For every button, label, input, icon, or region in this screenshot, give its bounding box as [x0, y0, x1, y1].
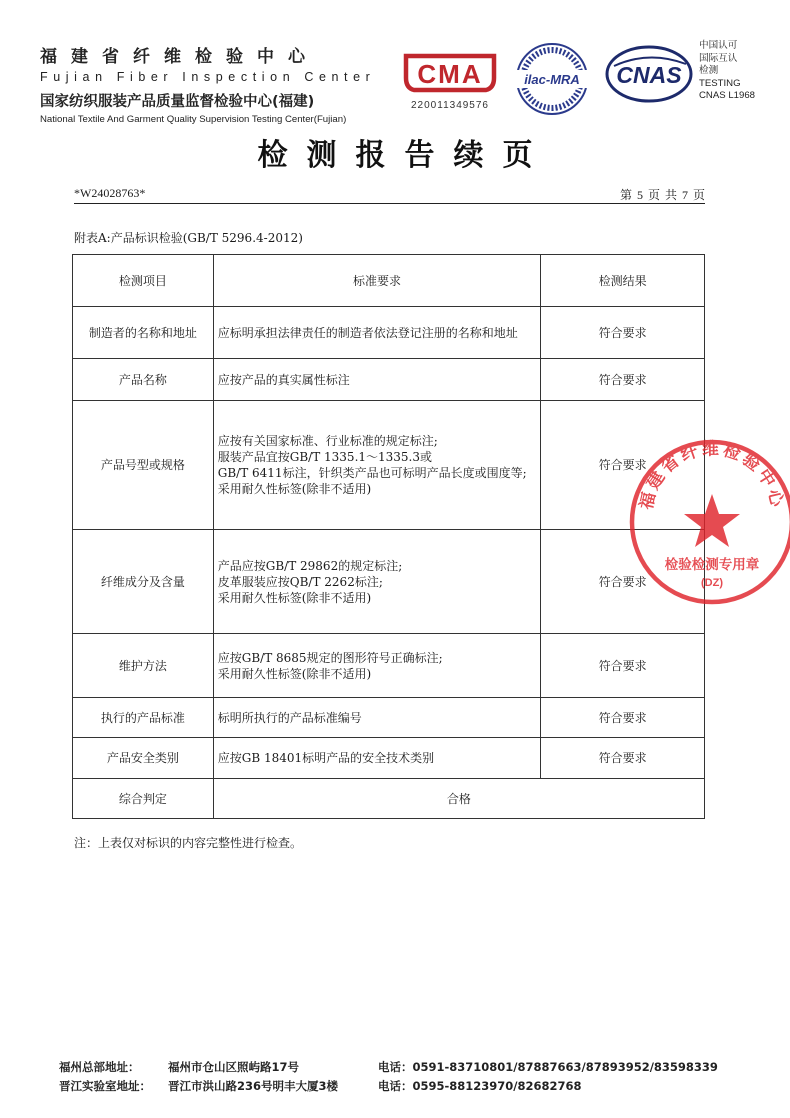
table-note: 注：上表仅对标识的内容完整性进行检查。: [74, 836, 303, 850]
cell-result: 符合要求: [541, 401, 705, 530]
requirement-line: 采用耐久性标签(除非不适用): [217, 590, 372, 605]
cnas-accreditation-text: [699, 40, 755, 103]
cell-requirement: [213, 634, 540, 698]
header-organization: [40, 42, 390, 125]
cnas-line: 国际互认: [699, 52, 738, 64]
cell-result: 符合要求: [541, 359, 705, 401]
table-row: [73, 359, 705, 401]
cell-item: 执行的产品标准: [73, 698, 214, 738]
inspection-table: [72, 254, 705, 819]
cell-result: 符合要求: [541, 530, 705, 634]
cnas-line: TESTING: [699, 77, 741, 89]
requirement-line: 采用耐久性标签(除非不适用): [217, 666, 372, 681]
page-number: 第 5 页 共 7 页: [619, 188, 705, 202]
center-name-en: National Textile And Garment Quality Supervision Testing Center(Fujian): [40, 114, 347, 125]
seal-top-text: 福建省纤维检验中心: [636, 439, 788, 512]
ilac-mra-logo: [512, 40, 592, 118]
report-number: *W24028763*: [74, 186, 146, 200]
svg-text:CNAS: CNAS: [616, 62, 682, 88]
svg-text:CMA: CMA: [417, 59, 483, 89]
footer-address-label: 晋江实验室地址：: [59, 1079, 151, 1093]
cell-item: 纤维成分及含量: [73, 530, 214, 634]
seal-bottom-text: 检验检测专用章: [664, 557, 760, 573]
table-row: [73, 698, 705, 738]
footer-phone: 电话：0595-88123970/82682768: [378, 1079, 582, 1093]
footer-row: [59, 1077, 739, 1096]
verdict-label: 综合判定: [73, 779, 214, 819]
cell-result: 符合要求: [541, 738, 705, 779]
table-row: [73, 634, 705, 698]
cma-code: 220011349576: [411, 100, 489, 111]
cell-item: 制造者的名称和地址: [73, 307, 214, 359]
center-name-cn: 国家纺织服装产品质量监督检验中心(福建): [40, 94, 315, 110]
cnas-line: 检测: [699, 65, 719, 77]
requirement-line: 应按GB/T 8685规定的图形符号正确标注;: [217, 650, 443, 665]
footer-contacts: [59, 1058, 739, 1096]
cell-requirement: [213, 738, 540, 779]
cell-requirement: [213, 359, 540, 401]
cell-result: 符合要求: [541, 634, 705, 698]
cell-result: 符合要求: [541, 307, 705, 359]
seal-code: (DZ): [701, 577, 723, 589]
cell-item: 产品安全类别: [73, 738, 214, 779]
seal-star-icon: [684, 494, 740, 547]
cell-item: 产品号型或规格: [73, 401, 214, 530]
table-row: [73, 738, 705, 779]
footer-address: 福州市仓山区照屿路17号: [168, 1060, 300, 1074]
cell-requirement: [213, 401, 540, 530]
inspection-seal: [626, 436, 790, 608]
svg-text:ilac-MRA: ilac-MRA: [524, 72, 580, 87]
requirement-line: GB/T 6411标注，针织类产品也可标明产品长度或围度等;: [217, 466, 527, 480]
org-name-en: Fujian Fiber Inspection Center: [40, 70, 376, 84]
verdict-value: 合格: [213, 779, 704, 819]
requirement-line: 应按GB 18401标明产品的安全技术类别: [217, 751, 435, 765]
requirement-line: 皮革服装应按QB/T 2262标注;: [217, 574, 383, 589]
table-row: [73, 401, 705, 530]
requirement-line: 服装产品宜按GB/T 1335.1～1335.3或: [217, 450, 433, 464]
header-result: 检测结果: [541, 255, 705, 307]
annex-title: 附表A:产品标识检验(GB/T 5296.4-2012): [74, 231, 303, 245]
cell-requirement: [213, 530, 540, 634]
cell-requirement: [213, 698, 540, 738]
cell-item: 维护方法: [73, 634, 214, 698]
requirement-line: 标明所执行的产品标准编号: [217, 710, 362, 725]
requirement-line: 采用耐久性标签(除非不适用): [217, 482, 372, 496]
table-row: [73, 530, 705, 634]
cnas-line: CNAS L1968: [699, 90, 755, 102]
cnas-logo: [604, 44, 694, 104]
requirement-line: 应按产品的真实属性标注: [217, 372, 350, 387]
table-header-row: [73, 255, 705, 307]
requirement-line: 应标明承担法律责任的制造者依法登记注册的名称和地址: [217, 325, 518, 340]
org-name-cn: 福建省纤维检验中心: [40, 47, 319, 67]
cell-requirement: [213, 307, 540, 359]
requirement-line: 产品应按GB/T 29862的规定标注;: [217, 558, 403, 573]
cnas-line: 中国认可: [699, 40, 738, 51]
table-row: [73, 307, 705, 359]
footer-address-label: 福州总部地址：: [59, 1060, 140, 1074]
cell-item: 产品名称: [73, 359, 214, 401]
cma-logo: [402, 52, 498, 114]
verdict-row: [73, 779, 705, 819]
page-title: 检测报告续页: [257, 138, 552, 173]
header-requirement: 标准要求: [213, 255, 540, 307]
footer-phone: 电话：0591-83710801/87887663/87893952/83598339: [378, 1060, 718, 1074]
report-meta: [74, 186, 705, 204]
cell-result: 符合要求: [541, 698, 705, 738]
footer-row: [59, 1058, 739, 1077]
header-item: 检测项目: [73, 255, 214, 307]
footer-address: 晋江市洪山路236号明丰大厦3楼: [168, 1079, 339, 1093]
requirement-line: 应按有关国家标准、行业标准的规定标注;: [217, 434, 438, 448]
